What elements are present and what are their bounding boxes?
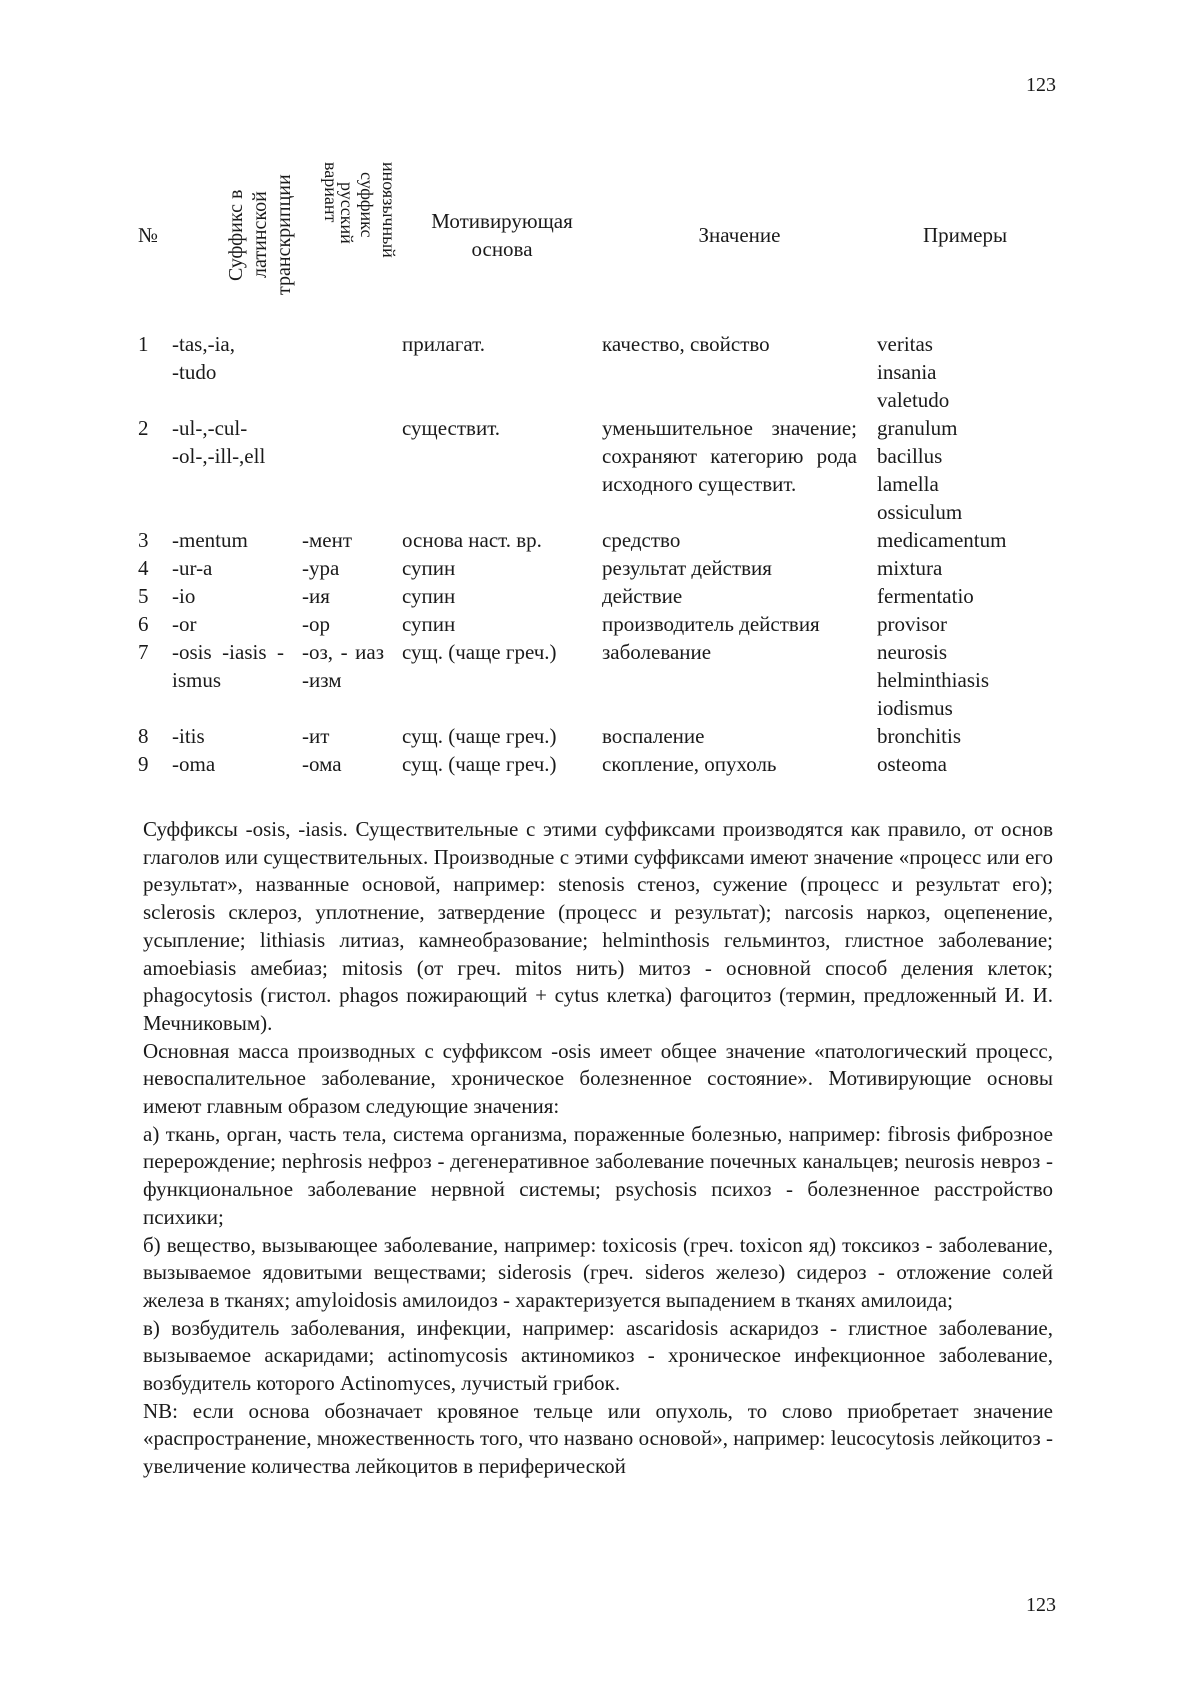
row-meaning: качество, свойство <box>602 332 770 356</box>
row-meaning: скопление, опухоль <box>602 752 777 776</box>
paragraph: б) вещество, вызывающее заболевание, например: toxicosis (греч. toxicon яд) токсикоз - заболевание, вызываемое ядовитыми веществами; siderosis (греч. sideros железо) сидероз - отложение солей железа в тканях; amyloidosis амилоидоз - характеризуется выпадением в тканях амилоида; <box>143 1232 1053 1312</box>
row-meaning: средство <box>602 528 681 552</box>
row-latin: -osis -iasis -ismus <box>172 640 284 692</box>
header-number: № <box>138 223 159 247</box>
header-latin-label: Суффикс в латинской транскрипции <box>225 174 295 296</box>
row-base: сущ. (чаще греч.) <box>402 724 557 748</box>
row-number: 2 <box>138 416 149 440</box>
row-number: 8 <box>138 724 149 748</box>
row-latin: -oma <box>172 752 216 776</box>
row-base: сущ. (чаще греч.) <box>402 752 557 776</box>
row-russian: -мент <box>302 528 353 552</box>
row-examples: granulum bacillus lamella ossiculum <box>877 416 963 524</box>
row-russian: -ома <box>302 752 342 776</box>
paragraph: в) возбудитель заболевания, инфекции, например: ascaridosis аскаридоз - глистное заболевание, вызываемое аскаридами; actinomycosis актиномикоз - хроническое инфекционное заболевание, возбудитель которого Actinomyces, лучистый грибок. <box>143 1315 1053 1396</box>
row-number: 1 <box>138 332 149 356</box>
table-row <box>138 610 1053 638</box>
page-number-bottom: 123 <box>1026 1594 1056 1616</box>
row-base: основа наст. вр. <box>402 528 542 552</box>
header-base: Мотивирующая основа <box>431 209 573 261</box>
row-russian <box>302 414 402 526</box>
row-base: прилагат. <box>402 332 486 356</box>
table-row <box>138 750 1053 778</box>
row-meaning: уменьшительное значение; сохраняют категорию рода исходного существит. <box>602 416 857 496</box>
row-russian <box>302 320 402 414</box>
row-latin: -mentum <box>172 528 248 552</box>
row-examples: fermentatio <box>877 584 974 608</box>
paragraph: Суффиксы -osis, -iasis. Существительные с этими суффиксами производятся как правило, от основ глаголов или существительных. Производные с этими суффиксами имеют значение «процесс или его результат», названные основой, например: stenosis стеноз, сужение (процесс и результат его); sclerosis склероз, уплотнение, затвердение (процесс и результат); narcosis наркоз, оцепенение, усыпление; lithiasis литиаз, камнеобразование; helminthosis гельминтоз, глистное заболевание; amoebiasis амебиаз; mitosis (от греч. mitos нить) митоз - основной способ деления клеток; phagocytosis (гистол. phagos пожирающий + cytus клетка) фагоцитоз (термин, предложенный И. И. Мечниковым). <box>143 817 1053 1035</box>
header-russian-part3: суффикс <box>357 172 377 238</box>
page-number-top: 123 <box>1026 74 1056 96</box>
table-row <box>138 722 1053 750</box>
row-meaning: результат действия <box>602 556 772 580</box>
row-latin: -or <box>172 612 197 636</box>
row-examples: veritas insania valetudo <box>877 332 950 412</box>
row-russian: -ура <box>302 556 340 580</box>
paragraph: NB: если основа обозначает кровяное тельце или опухоль, то слово приобретает значение «распространение, множественность того, что названо основой», например: leucocytosis лейкоцитоз - увеличение количества лейкоцитов в периферической <box>143 1398 1053 1479</box>
row-russian: -ор <box>302 612 330 636</box>
row-russian: -ия <box>302 584 330 608</box>
header-russian-part1: вариант <box>321 162 341 223</box>
row-examples: bronchitis <box>877 724 961 748</box>
row-examples: provisor <box>877 612 947 636</box>
row-number: 7 <box>138 640 149 664</box>
paragraph: а) ткань, орган, часть тела, система организма, пораженные болезнью, например: fibrosis фиброзное перерождение; nephrosis нефроз - дегенеративное заболевание почечных канальцев; neurosis невроз - функциональное заболевание нервной системы; psychosis психоз - болезненное расстройство психики; <box>143 1121 1053 1229</box>
row-latin: -io <box>172 584 196 608</box>
row-base: супин <box>402 584 456 608</box>
row-latin: -tas,-ia, -tudo <box>172 332 235 384</box>
row-number: 6 <box>138 612 149 636</box>
paragraph: Основная масса производных с суффиксом -osis имеет общее значение «патологический процесс, невоспалительное заболевание, хроническое болезненное состояние». Мотивирующие основы имеют главным образом следующие значения: <box>143 1038 1053 1119</box>
row-number: 9 <box>138 752 149 776</box>
row-number: 3 <box>138 528 149 552</box>
row-examples: mixtura <box>877 556 943 580</box>
row-examples: neurosis helminthiasis iodismus <box>877 640 989 720</box>
header-russian-part2: русский <box>337 182 357 244</box>
row-latin: -ur-a <box>172 556 213 580</box>
row-russian: -оз, - иаз -изм <box>302 640 384 692</box>
row-base: существит. <box>402 416 501 440</box>
table-row <box>138 554 1053 582</box>
row-meaning: воспаление <box>602 724 705 748</box>
table-header-row <box>138 150 1053 320</box>
table-row <box>138 638 1053 722</box>
row-meaning: производитель действия <box>602 612 820 636</box>
suffix-table <box>138 150 1053 778</box>
row-latin: -itis <box>172 724 205 748</box>
table-row <box>138 414 1053 526</box>
row-meaning: заболевание <box>602 640 712 664</box>
header-examples: Примеры <box>922 223 1008 247</box>
row-base: супин <box>402 556 456 580</box>
row-number: 4 <box>138 556 149 580</box>
row-meaning: действие <box>602 584 683 608</box>
header-latin <box>172 150 302 320</box>
row-base: сущ. (чаще греч.) <box>402 640 557 664</box>
header-russian-suffix <box>302 150 402 320</box>
row-number: 5 <box>138 584 149 608</box>
header-russian-part4: иноязычный <box>379 162 399 258</box>
row-latin: -ul-,-cul- -ol-,-ill-,ell <box>172 416 266 468</box>
table-row <box>138 582 1053 610</box>
row-russian: -ит <box>302 724 330 748</box>
table-row <box>138 526 1053 554</box>
table-row <box>138 320 1053 414</box>
row-base: супин <box>402 612 456 636</box>
header-meaning: Значение <box>698 223 781 247</box>
row-examples: medicamentum <box>877 528 1007 552</box>
row-examples: osteoma <box>877 752 947 776</box>
body-text <box>143 816 1053 1481</box>
